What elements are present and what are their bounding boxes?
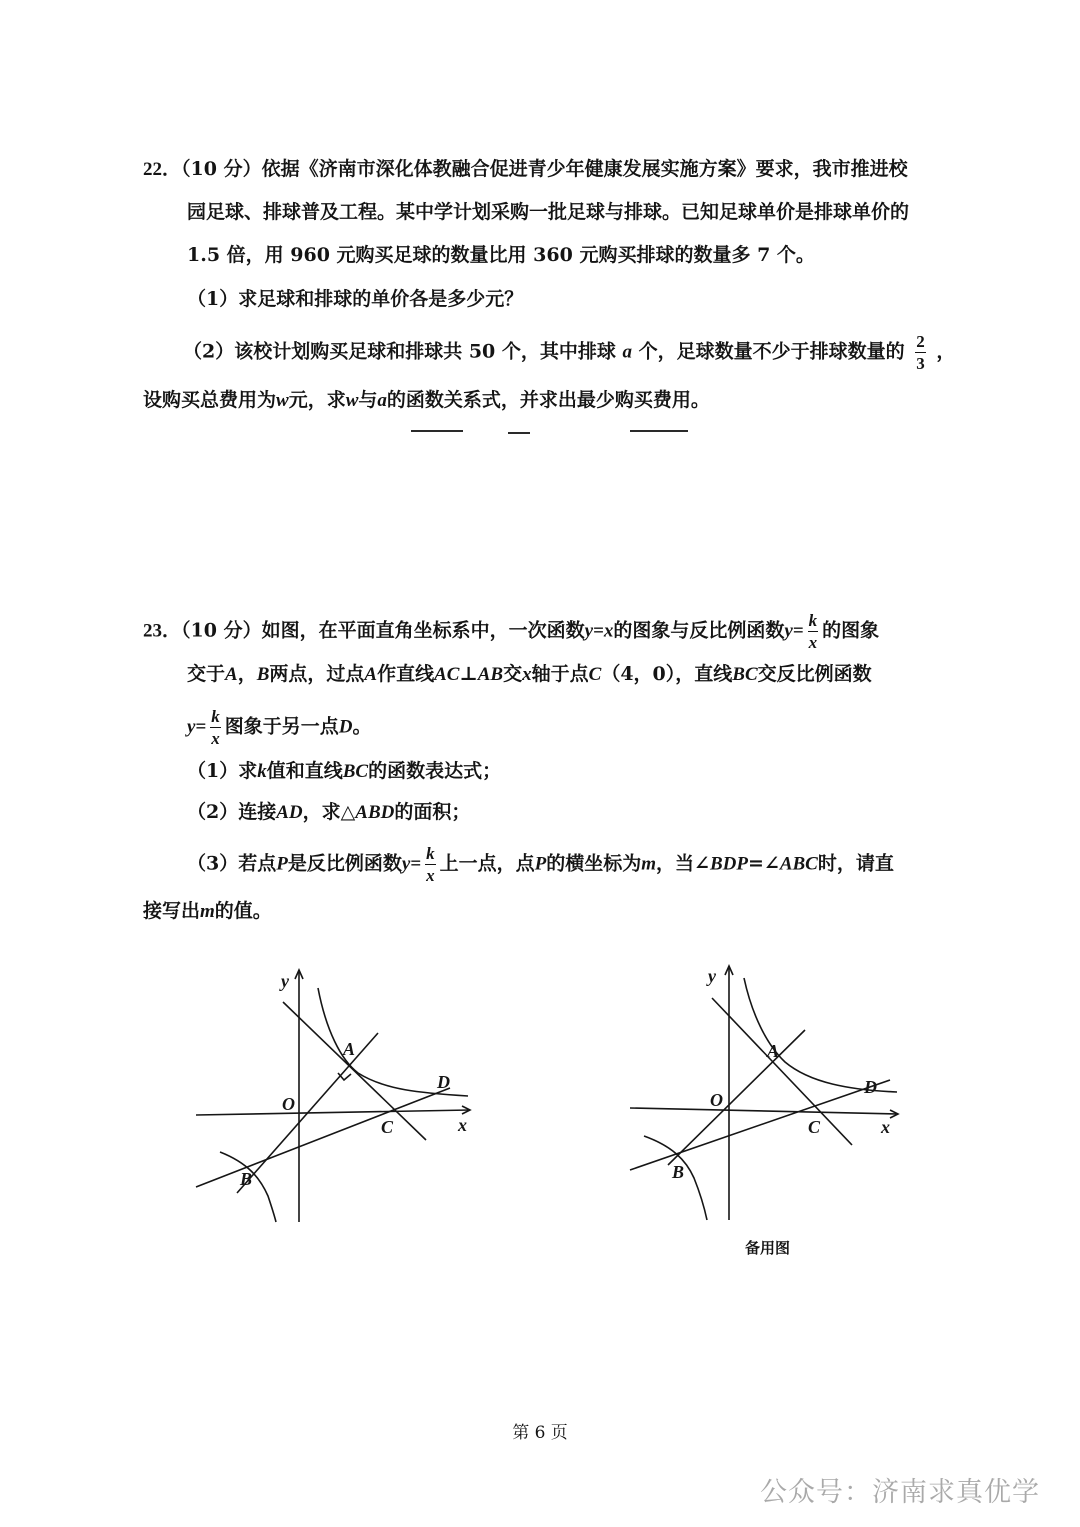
label-o: O — [282, 1094, 295, 1114]
q23-part-3: （3）若点P是反比例函数y= $\frac{k}{x}$ 上一点，点P的横坐标为m，当∠BDP=∠ABC时，请直 — [187, 844, 894, 885]
q23-line-3: y= $\frac{k}{x}$ 图象于另一点D。 — [187, 707, 372, 748]
coordinate-figure-backup — [625, 960, 905, 1225]
right-angle-mark — [338, 1073, 351, 1080]
fraction-two-thirds: $\frac{2}{3}$ — [916, 332, 925, 373]
page-number: 第 6 页 — [512, 1423, 568, 1443]
label-a: A — [767, 1041, 780, 1061]
q23-part-3-cont: 接写出m的值。 — [143, 900, 272, 922]
label-b: B — [672, 1162, 685, 1182]
label-a: A — [343, 1039, 356, 1059]
label-d: D — [437, 1072, 450, 1092]
q22-part-2-cont: 设购买总费用为w元，求w与a的函数关系式，并求出最少购买费用。 — [143, 389, 710, 411]
line-y-equals-x — [237, 1033, 378, 1193]
x-axis — [630, 1108, 898, 1114]
scan-mark — [630, 430, 688, 432]
backup-figure-caption: 备用图 — [745, 1239, 791, 1257]
fraction-k-over-x: $\frac{k}{x}$ — [808, 611, 818, 652]
q23-number: 23． — [143, 620, 182, 642]
line-y-equals-x — [668, 1030, 805, 1165]
label-d: D — [864, 1077, 877, 1097]
label-c: C — [808, 1117, 821, 1137]
label-x: x — [881, 1117, 890, 1137]
q22-line-3: 1.5 倍，用 960 元购买足球的数量比用 360 元购买排球的数量多 7 个。 — [187, 244, 815, 266]
label-y: y — [708, 966, 716, 986]
label-c: C — [381, 1117, 394, 1137]
watermark: 公众号：济南求真优学 — [760, 1477, 1040, 1508]
q23-line-2: 交于A，B两点，过点A作直线AC⊥AB交x轴于点C（4，0），直线BC交反比例函数 — [187, 663, 872, 685]
q23-part-1: （1）求k值和直线BC的函数表达式； — [187, 760, 502, 782]
label-b: B — [240, 1169, 253, 1189]
coordinate-figure-main — [190, 960, 480, 1230]
scan-mark — [411, 430, 463, 432]
q23-part-2: （2）连接AD，求△ABD的面积； — [187, 801, 471, 823]
label-y: y — [281, 971, 289, 991]
label-o: O — [710, 1090, 723, 1110]
fraction-k-over-x: $\frac{k}{x}$ — [426, 844, 435, 885]
x-axis — [196, 1110, 470, 1115]
q22-number: 22． — [143, 159, 182, 180]
line-bc — [196, 1088, 450, 1187]
line-bc — [630, 1080, 890, 1170]
line-ac — [712, 998, 852, 1145]
q22-line-2: 园足球、排球普及工程。某中学计划采购一批足球与排球。已知足球单价是排球单价的 — [187, 201, 910, 223]
q22-line-1: 22．（10 分）依据《济南市深化体教融合促进青少年健康发展实施方案》要求，我市推进校 — [143, 158, 908, 180]
q22-part-2: （2）该校计划购买足球和排球共 50 个，其中排球 a 个，足球数量不少于排球数量的 $\frac{2}{3}$ ， — [183, 332, 956, 373]
hyperbola-upper-branch — [744, 978, 897, 1092]
fraction-k-over-x: $\frac{k}{x}$ — [211, 707, 220, 748]
scan-mark — [508, 432, 530, 434]
label-x: x — [458, 1115, 467, 1135]
q23-score: （10 分） — [181, 619, 262, 642]
q22-part-1: （1）求足球和排球的单价各是多少元？ — [187, 288, 524, 310]
q23-line-1: 23．（10 分）如图，在平面直角坐标系中，一次函数y=x的图象与反比例函数y= $\frac{k}{x}$ 的图象 — [143, 611, 880, 652]
q22-score: （10 分） — [181, 158, 262, 180]
